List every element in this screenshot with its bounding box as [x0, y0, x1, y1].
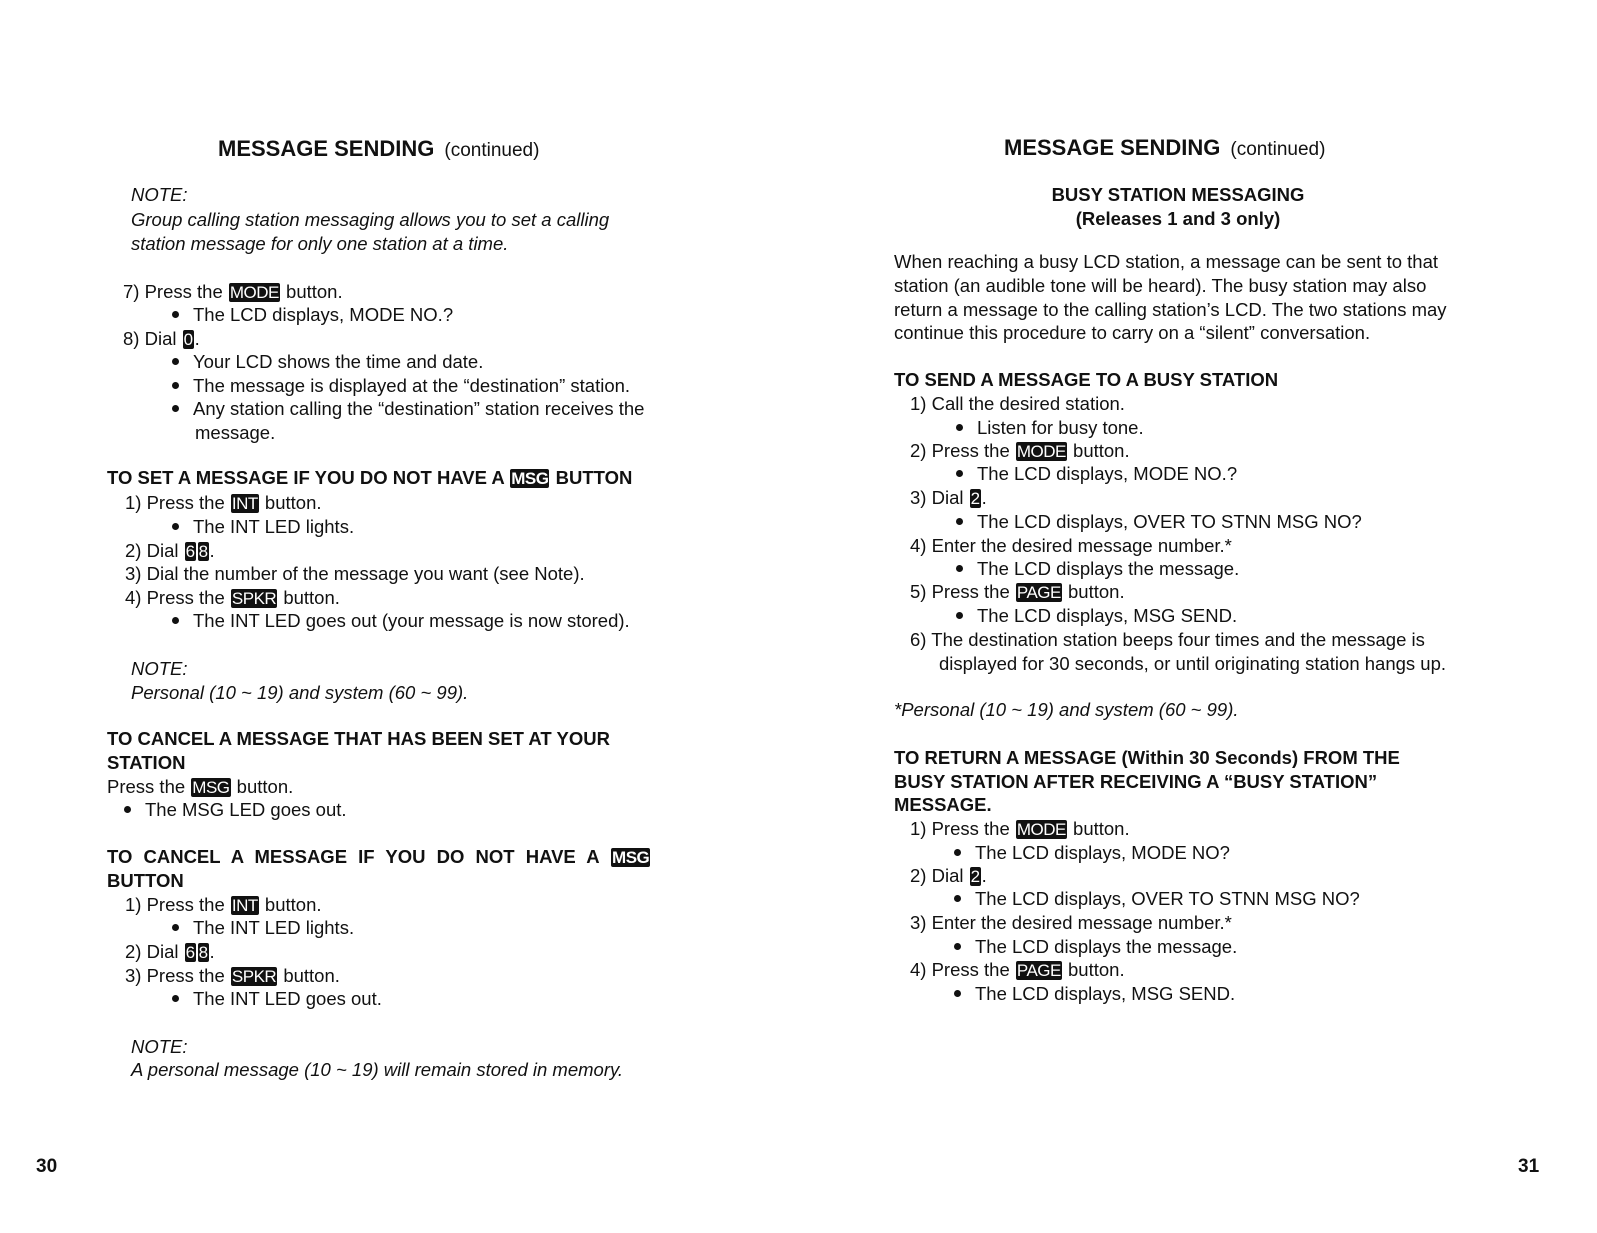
paragraph-line: return a message to the calling station’s LCD. The two stations may: [894, 299, 1447, 320]
section-heading: STATION: [107, 752, 186, 773]
bullet-item: The INT LED goes out.: [172, 987, 382, 1011]
page-key-icon: PAGE: [1016, 583, 1061, 602]
subheading: (Releases 1 and 3 only): [1075, 208, 1281, 229]
paragraph-line: continue this procedure to carry on a “silent” conversation.: [894, 322, 1371, 343]
bullet-item: The LCD displays, MODE NO?: [954, 841, 1230, 865]
note-label: NOTE:: [131, 1036, 188, 1057]
note-text: Personal (10 ~ 19) and system (60 ~ 99).: [131, 682, 469, 703]
bullet-item: The LCD displays, OVER TO STNN MSG NO?: [956, 510, 1362, 534]
step-2: 2) Dial 6 8 .: [125, 941, 215, 962]
note-label: NOTE:: [131, 658, 188, 679]
section-heading: BUSY STATION AFTER RECEIVING A “BUSY STATION”: [894, 771, 1378, 792]
step-4: 4) Press the PAGE button.: [910, 959, 1125, 980]
bullet-item: The LCD displays, MODE NO.?: [956, 462, 1237, 486]
step-1: 1) Press the INT button.: [125, 492, 322, 513]
section-heading: TO CANCEL A MESSAGE IF YOU DO NOT HAVE A MSG: [107, 846, 650, 867]
step-5: 5) Press the PAGE button.: [910, 581, 1125, 602]
section-heading: BUTTON: [107, 870, 184, 891]
step-4: 4) Press the SPKR button.: [125, 587, 340, 608]
step-7: 7) Press the MODE button.: [123, 281, 343, 302]
step-8: 8) Dial 0 .: [123, 328, 200, 349]
bullet-item: The INT LED lights.: [172, 916, 354, 940]
page-number: 31: [1518, 1156, 1540, 1177]
digit-key-icon: 2: [970, 489, 980, 508]
step: Press the MSG button.: [107, 776, 294, 797]
bullet-item: The MSG LED goes out.: [124, 798, 347, 822]
subheading: BUSY STATION MESSAGING: [1051, 184, 1305, 205]
bullet-item: The LCD displays, MODE NO.?: [172, 303, 453, 327]
step-3: 3) Enter the desired message number.*: [910, 912, 1232, 933]
section-heading: TO SET A MESSAGE IF YOU DO NOT HAVE A MSG BUTTON: [107, 467, 633, 488]
spkr-key-icon: SPKR: [231, 967, 277, 986]
page-key-icon: PAGE: [1016, 961, 1061, 980]
digit-key-icon: 6: [185, 943, 195, 962]
right-page: [798, 0, 1597, 1233]
int-key-icon: INT: [231, 494, 258, 513]
spkr-key-icon: SPKR: [231, 589, 277, 608]
int-key-icon: INT: [231, 896, 258, 915]
bullet-item: The LCD displays, MSG SEND.: [954, 982, 1235, 1006]
paragraph-line: station (an audible tone will be heard). The busy station may also: [894, 275, 1427, 296]
section-heading: TO CANCEL A MESSAGE THAT HAS BEEN SET AT YOUR: [107, 728, 610, 749]
paragraph-line: When reaching a busy LCD station, a message can be sent to that: [894, 251, 1439, 272]
note-text: station message for only one station at a time.: [131, 233, 509, 254]
digit-key-icon: 6: [185, 542, 195, 561]
msg-key-icon: MSG: [511, 469, 549, 488]
msg-key-icon: MSG: [612, 848, 650, 867]
bullet-item: The message is displayed at the “destination” station.: [172, 374, 630, 398]
note-label: NOTE:: [131, 184, 188, 205]
bullet-item: The LCD displays the message.: [954, 935, 1237, 959]
note-text: A personal message (10 ~ 19) will remain stored in memory.: [131, 1059, 623, 1080]
step-2: 2) Dial 6 8 .: [125, 540, 215, 561]
page-title: MESSAGE SENDING (continued): [1004, 135, 1326, 160]
bullet-item: The INT LED lights.: [172, 515, 354, 539]
bullet-item: Any station calling the “destination” station receives the: [172, 397, 644, 421]
section-heading: MESSAGE.: [894, 794, 992, 815]
step-2: 2) Press the MODE button.: [910, 440, 1130, 461]
step-3: 3) Dial 2 .: [910, 487, 987, 508]
section-heading: TO SEND A MESSAGE TO A BUSY STATION: [894, 369, 1279, 390]
step-2: 2) Dial 2 .: [910, 865, 987, 886]
step-1: 1) Press the MODE button.: [910, 818, 1130, 839]
step-6: 6) The destination station beeps four times and the message is: [910, 629, 1425, 650]
bullet-item: The INT LED goes out (your message is now stored).: [172, 609, 630, 633]
page-title: MESSAGE SENDING (continued): [218, 136, 540, 161]
bullet-item: The LCD displays the message.: [956, 557, 1239, 581]
msg-key-icon: MSG: [192, 778, 230, 797]
mode-key-icon: MODE: [1016, 820, 1066, 839]
digit-key-icon: 8: [198, 943, 208, 962]
bullet-item: The LCD displays, OVER TO STNN MSG NO?: [954, 887, 1360, 911]
bullet-continuation: message.: [195, 422, 276, 443]
footnote: *Personal (10 ~ 19) and system (60 ~ 99).: [894, 699, 1239, 720]
step-1: 1) Call the desired station.: [910, 393, 1125, 414]
note-text: Group calling station messaging allows you to set a calling: [131, 209, 610, 230]
mode-key-icon: MODE: [1016, 442, 1066, 461]
bullet-item: Your LCD shows the time and date.: [172, 350, 483, 374]
page-number: 30: [36, 1156, 58, 1177]
step-1: 1) Press the INT button.: [125, 894, 322, 915]
mode-key-icon: MODE: [229, 283, 279, 302]
bullet-item: Listen for busy tone.: [956, 416, 1144, 440]
step-3: 3) Dial the number of the message you want (see Note).: [125, 563, 585, 584]
digit-key-icon: 0: [183, 330, 193, 349]
left-page: [0, 0, 798, 1233]
digit-key-icon: 8: [198, 542, 208, 561]
step-continuation: displayed for 30 seconds, or until originating station hangs up.: [939, 653, 1447, 674]
digit-key-icon: 2: [970, 867, 980, 886]
step-4: 4) Enter the desired message number.*: [910, 535, 1232, 556]
section-heading: TO RETURN A MESSAGE (Within 30 Seconds) FROM THE: [894, 747, 1400, 768]
bullet-item: The LCD displays, MSG SEND.: [956, 604, 1237, 628]
step-3: 3) Press the SPKR button.: [125, 965, 340, 986]
